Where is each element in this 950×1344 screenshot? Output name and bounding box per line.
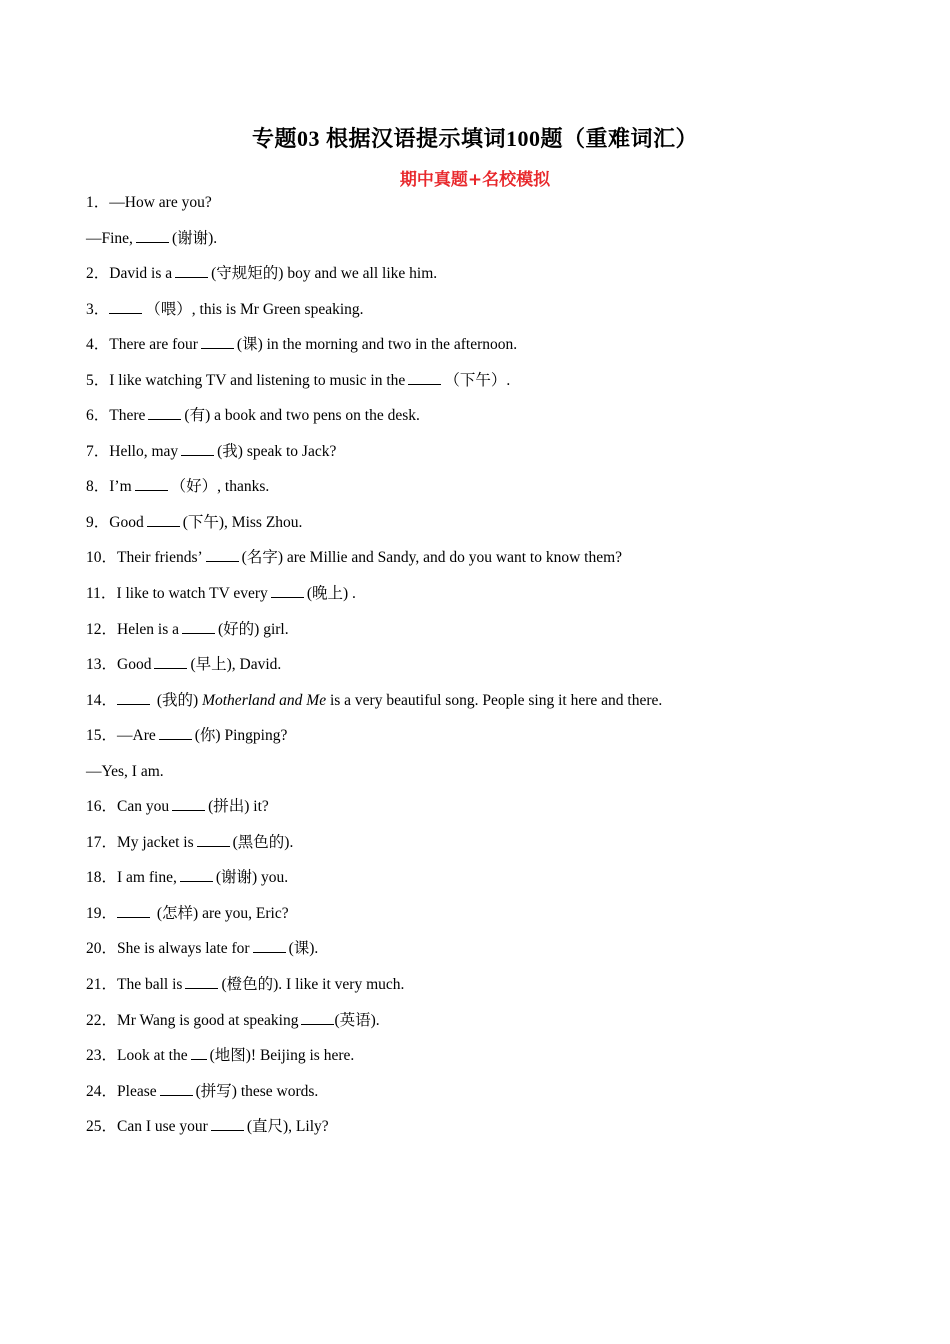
question-line <box>86 689 886 725</box>
answer-blank[interactable] <box>271 585 304 598</box>
question-hint: (下午), Miss Zhou. <box>182 513 303 531</box>
question-line <box>86 760 886 796</box>
question-text: is a very beautiful song. People sing it here and there. <box>329 691 663 709</box>
answer-blank[interactable] <box>191 1047 207 1060</box>
question-number: 8． <box>86 478 110 496</box>
question-number: 16． <box>86 798 118 816</box>
question-text: Good <box>117 656 152 674</box>
answer-blank[interactable] <box>172 798 205 811</box>
question-text: I like to watch TV every <box>116 585 268 603</box>
question-line <box>86 582 886 618</box>
question-line <box>86 1115 886 1151</box>
question-hint: (谢谢). <box>171 229 218 247</box>
question-line <box>86 298 886 334</box>
question-hint: (谢谢) you. <box>215 869 289 887</box>
question-number: 15． <box>86 727 118 745</box>
page-subtitle: 期中真题+名校模拟 <box>399 170 551 190</box>
question-number: 21． <box>86 976 118 994</box>
question-text: The ball is <box>117 976 183 994</box>
question-hint: (有) a book and two pens on the desk. <box>184 407 420 425</box>
answer-blank[interactable] <box>201 336 234 349</box>
question-hint: (名字) are Millie and Sandy, and do you want to know them? <box>241 549 623 567</box>
answer-blank[interactable] <box>160 1083 193 1096</box>
question-line <box>86 440 886 476</box>
question-number: 9． <box>86 513 110 531</box>
question-line <box>86 1009 886 1045</box>
question-text: There <box>109 407 146 425</box>
question-line <box>86 1044 886 1080</box>
question-text: Please <box>117 1082 157 1100</box>
answer-blank[interactable] <box>182 621 215 634</box>
question-line <box>86 937 886 973</box>
question-hint: (早上), David. <box>190 656 282 674</box>
question-number: 5． <box>86 371 110 389</box>
answer-blank[interactable] <box>253 940 286 953</box>
question-hint: (英语). <box>334 1011 380 1029</box>
question-line <box>86 227 886 263</box>
question-text: I am fine, <box>117 869 177 887</box>
question-text: —Yes, I am. <box>86 762 164 780</box>
answer-blank[interactable] <box>175 265 208 278</box>
question-line <box>86 475 886 511</box>
question-hint: （喂）, this is Mr Green speaking. <box>145 300 364 318</box>
question-hint: (我的) <box>156 691 199 709</box>
question-hint: (我) speak to Jack? <box>217 442 337 460</box>
answer-blank[interactable] <box>136 230 169 243</box>
question-hint: （好）, thanks. <box>170 478 270 496</box>
question-text: —Are <box>117 727 156 745</box>
answer-blank[interactable] <box>117 905 150 918</box>
question-hint: (你) Pingping? <box>194 727 288 745</box>
question-hint: (守规矩的) boy and we all like him. <box>211 265 438 283</box>
question-hint: (拼写) these words. <box>195 1082 319 1100</box>
question-text: —Fine, <box>86 229 133 247</box>
question-hint: (课) in the morning and two in the afternoon. <box>236 336 518 354</box>
question-line <box>86 653 886 689</box>
question-text: David is a <box>109 265 173 283</box>
question-hint: (橙色的). I like it very much. <box>221 976 405 994</box>
answer-blank[interactable] <box>181 443 214 456</box>
question-line <box>86 191 886 227</box>
question-number: 18． <box>86 869 118 887</box>
answer-blank[interactable] <box>408 372 441 385</box>
question-number: 19． <box>86 904 118 922</box>
question-line <box>86 831 886 867</box>
answer-blank[interactable] <box>180 869 213 882</box>
answer-blank[interactable] <box>301 1012 334 1025</box>
question-text: Can I use your <box>117 1118 208 1136</box>
question-number: 17． <box>86 833 118 851</box>
question-number: 10． <box>86 549 118 567</box>
question-number: 4． <box>86 336 110 354</box>
question-line <box>86 902 886 938</box>
question-hint: (课). <box>288 940 319 958</box>
question-text: Can you <box>117 798 170 816</box>
question-text: She is always late for <box>117 940 250 958</box>
question-hint: (好的) girl. <box>218 620 289 638</box>
question-number: 3． <box>86 300 110 318</box>
answer-blank[interactable] <box>185 976 218 989</box>
answer-blank[interactable] <box>197 834 230 847</box>
question-number: 7． <box>86 442 110 460</box>
question-hint: (怎样) are you, Eric? <box>156 904 289 922</box>
page-title: 专题03 根据汉语提示填词100题（重难词汇） <box>251 126 698 151</box>
answer-blank[interactable] <box>206 549 239 562</box>
question-number: 24． <box>86 1082 118 1100</box>
question-hint: (拼出) it? <box>208 798 269 816</box>
answer-blank[interactable] <box>154 656 187 669</box>
answer-blank[interactable] <box>148 407 181 420</box>
question-number: 25． <box>86 1118 118 1136</box>
answer-blank[interactable] <box>147 514 180 527</box>
question-line <box>86 369 886 405</box>
question-line <box>86 724 886 760</box>
question-text: Good <box>109 513 144 531</box>
question-hint: (直尺), Lily? <box>246 1118 329 1136</box>
question-line <box>86 511 886 547</box>
question-line <box>86 1080 886 1116</box>
question-number: 14． <box>86 691 118 709</box>
question-line <box>86 262 886 298</box>
question-number: 12． <box>86 620 118 638</box>
question-line <box>86 546 886 582</box>
answer-blank[interactable] <box>109 301 142 314</box>
question-line <box>86 333 886 369</box>
question-line <box>86 795 886 831</box>
question-text: Look at the <box>117 1047 188 1065</box>
question-number: 23． <box>86 1047 118 1065</box>
question-number: 20． <box>86 940 118 958</box>
answer-blank[interactable] <box>159 727 192 740</box>
question-text: Mr Wang is good at speaking <box>117 1011 299 1029</box>
question-number: 1． <box>86 194 110 211</box>
question-text: I like watching TV and listening to music in the <box>109 371 406 389</box>
question-number: 13． <box>86 656 118 674</box>
question-hint: (黑色的). <box>232 833 294 851</box>
question-text: There are four <box>109 336 198 354</box>
question-text: Hello, may <box>109 442 179 460</box>
question-line <box>86 973 886 1009</box>
question-number: 11． <box>86 585 117 603</box>
question-line <box>86 866 886 902</box>
question-text: Their friends’ <box>117 549 203 567</box>
answer-blank[interactable] <box>211 1118 244 1131</box>
question-text: I’m <box>109 478 132 496</box>
question-text: My jacket is <box>117 833 194 851</box>
question-line <box>86 404 886 440</box>
question-list <box>86 191 886 1151</box>
song-title: Motherland and Me <box>202 691 327 709</box>
question-number: 6． <box>86 407 110 425</box>
question-text: —How are you? <box>109 194 212 211</box>
question-number: 22． <box>86 1011 118 1029</box>
answer-blank[interactable] <box>135 478 168 491</box>
answer-blank[interactable] <box>117 692 150 705</box>
question-hint: (地图)! Beijing is here. <box>209 1047 355 1065</box>
question-number: 2． <box>86 265 110 283</box>
question-line <box>86 618 886 654</box>
question-hint: (晚上) . <box>306 585 356 603</box>
question-text: Helen is a <box>117 620 179 638</box>
question-hint: （下午）. <box>444 371 511 389</box>
